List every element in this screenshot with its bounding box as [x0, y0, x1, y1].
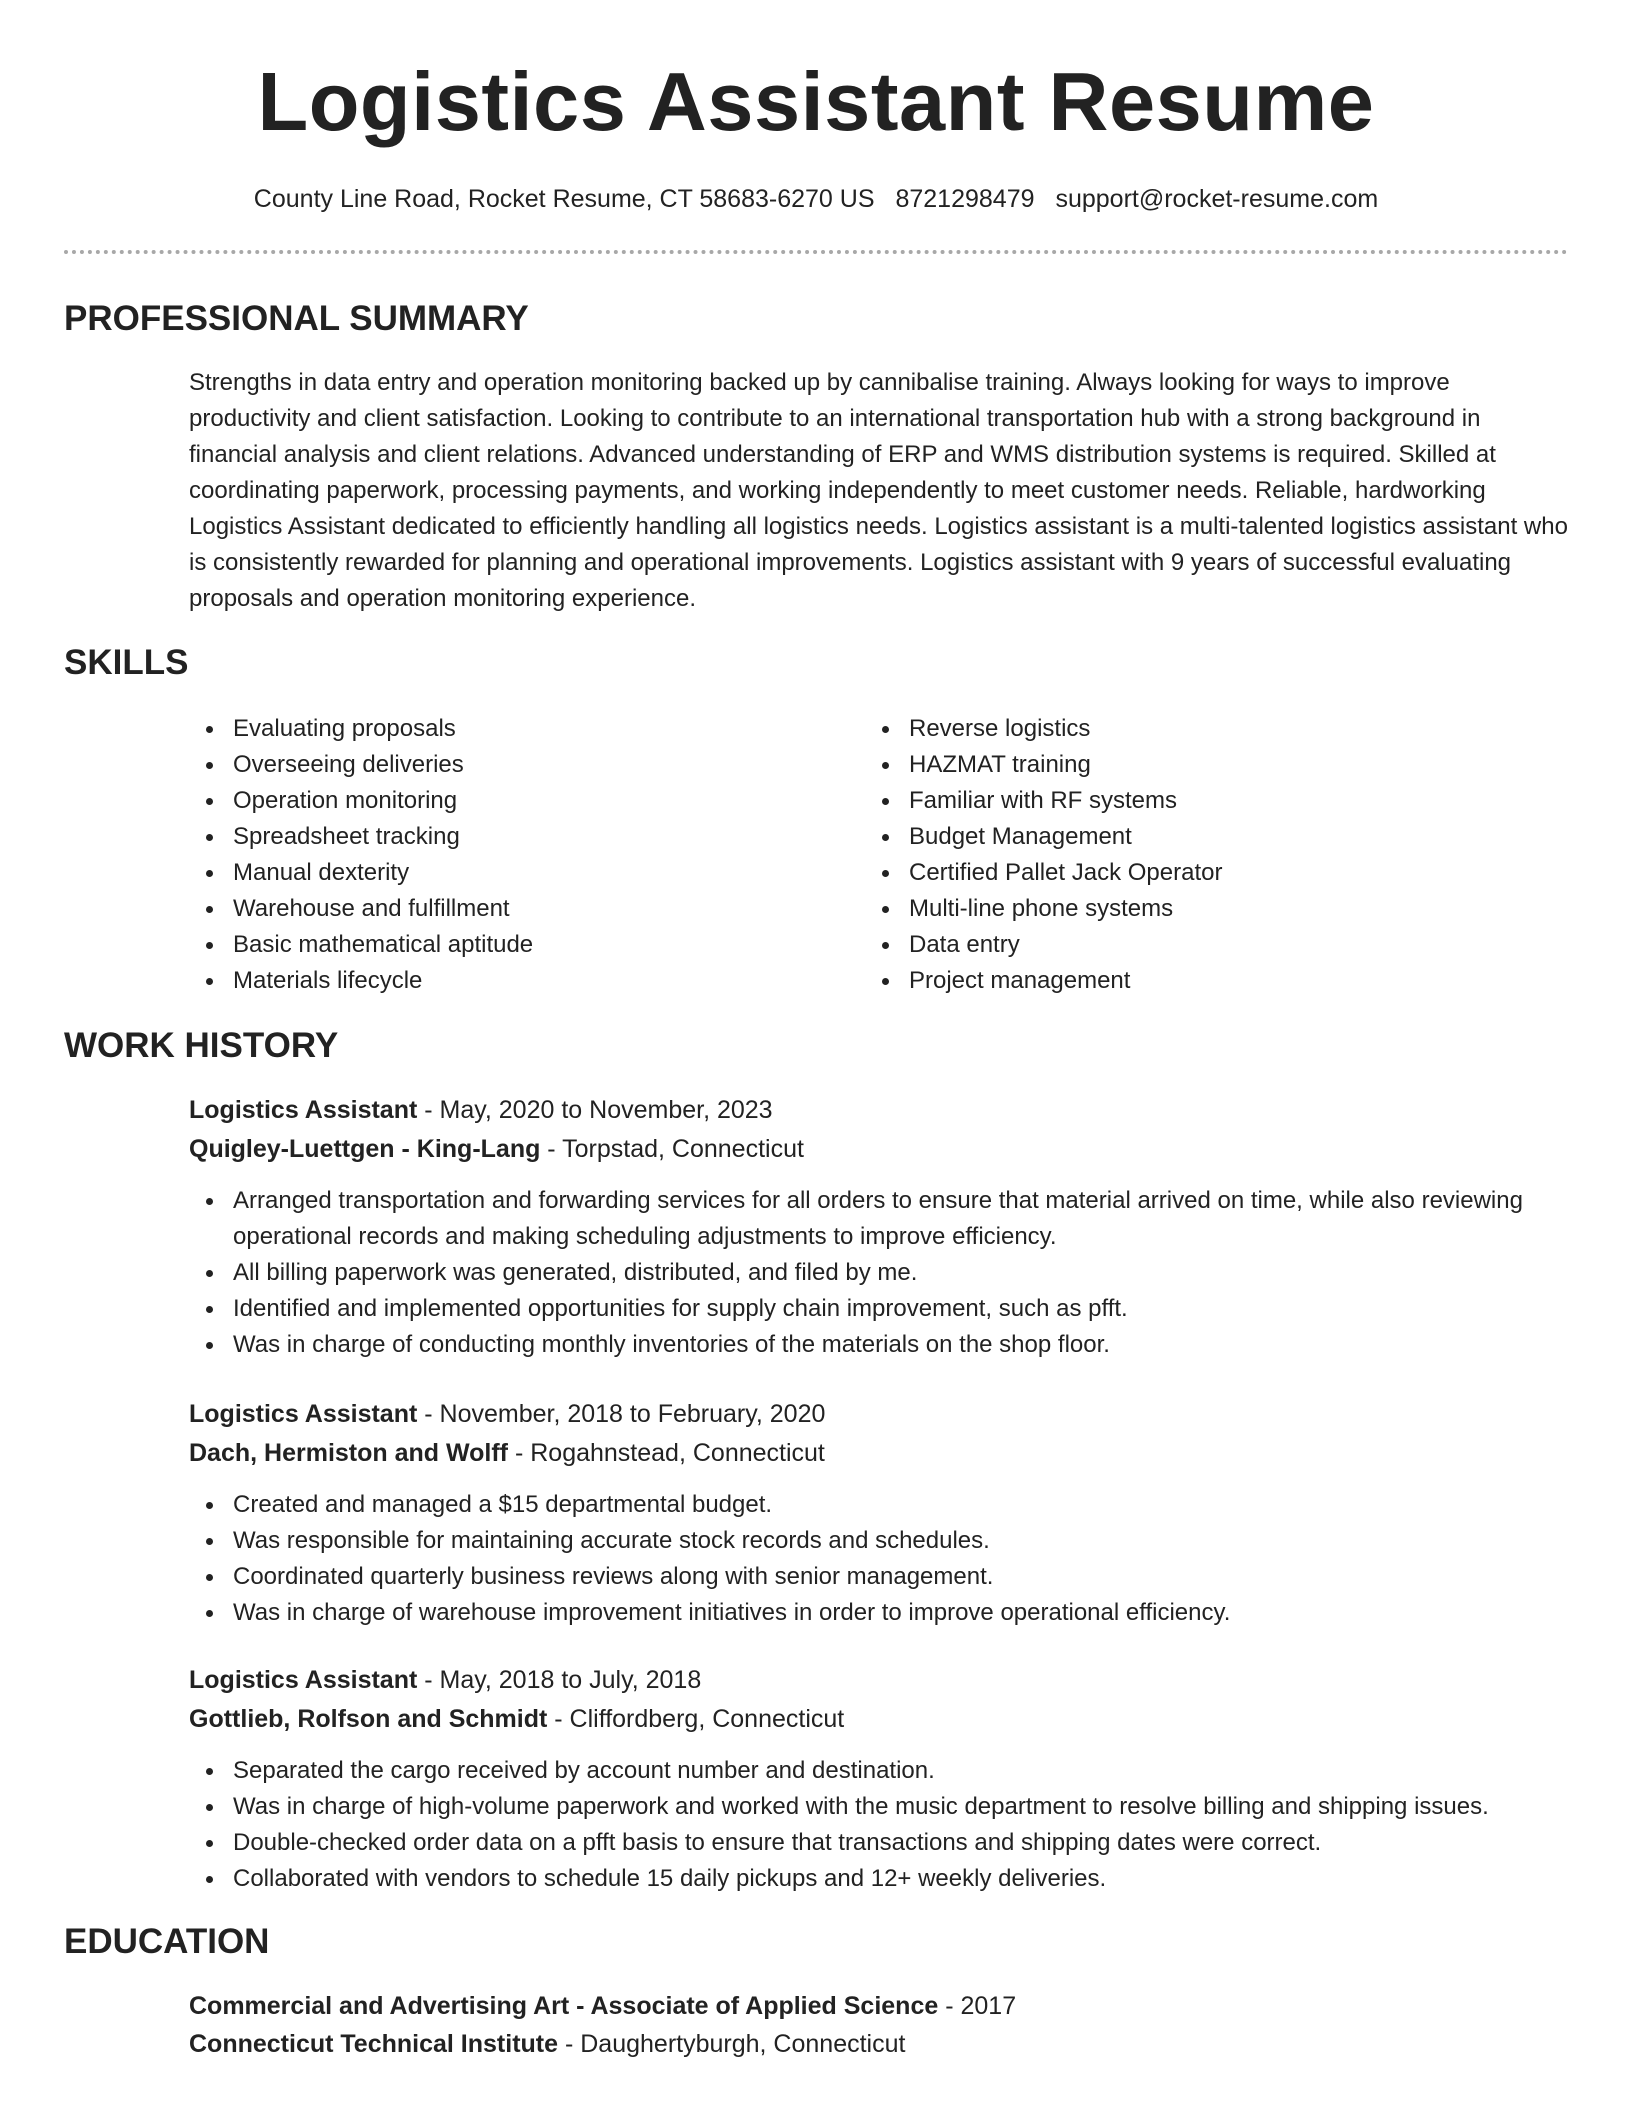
job-location: - Cliffordberg, Connecticut: [547, 1705, 845, 1733]
skill-item: Multi-line phone systems: [865, 891, 1545, 927]
job-location: - Torpstad, Connecticut: [540, 1135, 804, 1163]
job-bullet: All billing paperwork was generated, distributed, and filed by me.: [189, 1255, 1589, 1291]
skill-item: Budget Management: [865, 819, 1545, 855]
job-bullet: Was in charge of high-volume paperwork and worked with the music department to resolve billing and shipping issues.: [189, 1789, 1589, 1825]
skills-heading: SKILLS: [64, 643, 189, 682]
skill-item: Spreadsheet tracking: [189, 819, 829, 855]
skill-item: Operation monitoring: [189, 783, 829, 819]
skill-item: Evaluating proposals: [189, 711, 829, 747]
job-dates: - May, 2020 to November, 2023: [417, 1096, 773, 1124]
job-dates: - May, 2018 to July, 2018: [417, 1666, 702, 1694]
education-degree: Commercial and Advertising Art - Associate of Applied Science: [189, 1992, 939, 2020]
job-bullet: Collaborated with vendors to schedule 15 daily pickups and 12+ weekly deliveries.: [189, 1861, 1589, 1897]
education-heading: EDUCATION: [64, 1922, 270, 1961]
job-company: Dach, Hermiston and Wolff: [189, 1439, 509, 1467]
job-title-line: [189, 1091, 773, 1129]
job-bullet: Double-checked order data on a pfft basis to ensure that transactions and shipping dates were correct.: [189, 1825, 1589, 1861]
job-location: - Rogahnstead, Connecticut: [508, 1439, 825, 1467]
skill-item: HAZMAT training: [865, 747, 1545, 783]
skill-item: Reverse logistics: [865, 711, 1545, 747]
education-location: - Daughertyburgh, Connecticut: [558, 2030, 906, 2058]
skill-item: Basic mathematical aptitude: [189, 927, 829, 963]
job-title: Logistics Assistant: [189, 1096, 418, 1124]
job-bullet: Arranged transportation and forwarding services for all orders to ensure that material arrived on time, while also reviewing operational records and making scheduling adjustments to improve efficiency.: [189, 1183, 1589, 1255]
email-text: support@rocket-resume.com: [1055, 185, 1379, 213]
phone-text: 8721298479: [895, 185, 1035, 213]
skill-item: Materials lifecycle: [189, 963, 829, 999]
resume-title: Logistics Assistant Resume: [257, 55, 1375, 148]
skills-list-right: [865, 711, 1545, 999]
job-title: Logistics Assistant: [189, 1400, 418, 1428]
contact-line: [0, 182, 1632, 216]
job-dates: - November, 2018 to February, 2020: [417, 1400, 826, 1428]
skill-item: Overseeing deliveries: [189, 747, 829, 783]
education-degree-line: [189, 1987, 1016, 2025]
job-bullet: Was in charge of warehouse improvement initiatives in order to improve operational efficiency.: [189, 1595, 1589, 1631]
job-company: Quigley-Luettgen - King-Lang: [189, 1135, 541, 1163]
job-title-line: [189, 1395, 825, 1433]
job-bullet: Identified and implemented opportunities for supply chain improvement, such as pfft.: [189, 1291, 1589, 1327]
job-company: Gottlieb, Rolfson and Schmidt: [189, 1705, 548, 1733]
address-text: County Line Road, Rocket Resume, CT 58683-6270 US: [253, 185, 875, 213]
job-bullets: [189, 1183, 1589, 1363]
education-year: - 2017: [938, 1992, 1017, 2020]
skill-item: Data entry: [865, 927, 1545, 963]
summary-text: Strengths in data entry and operation monitoring backed up by cannibalise training. Always looking for ways to improve productivity and client satisfaction. Looking to contribute to an international transportation hub with a strong background in financial analysis and client relations. Advanced understanding of ERP and WMS distribution systems is required. Skilled at coordinating paperwork, processing payments, and working independently to meet customer needs. Reliable, hardworking Logistics Assistant dedicated to efficiently handling all logistics needs. Logistics assistant is a multi-talented logistics assistant who is consistently rewarded for planning and operational improvements. Logistics assistant with 9 years of successful evaluating proposals and operation monitoring experience.: [189, 369, 1568, 612]
skill-item: Warehouse and fulfillment: [189, 891, 829, 927]
header-divider: [64, 250, 1568, 254]
skill-item: Familiar with RF systems: [865, 783, 1545, 819]
job-bullet: Created and managed a $15 departmental budget.: [189, 1487, 1589, 1523]
job-bullet: Was in charge of conducting monthly inventories of the materials on the shop floor.: [189, 1327, 1589, 1363]
job-company-line: [189, 1130, 804, 1168]
skill-item: Project management: [865, 963, 1545, 999]
job-bullet: Separated the cargo received by account number and destination.: [189, 1753, 1589, 1789]
education-school: Connecticut Technical Institute: [189, 2030, 559, 2058]
skill-item: Manual dexterity: [189, 855, 829, 891]
job-title-line: [189, 1661, 701, 1699]
summary-heading: PROFESSIONAL SUMMARY: [64, 299, 529, 338]
job-bullets: [189, 1487, 1589, 1631]
work-heading: WORK HISTORY: [64, 1026, 339, 1065]
job-company-line: [189, 1700, 844, 1738]
job-bullet: Was responsible for maintaining accurate stock records and schedules.: [189, 1523, 1589, 1559]
skill-item: Certified Pallet Jack Operator: [865, 855, 1545, 891]
education-school-line: [189, 2025, 905, 2063]
job-title: Logistics Assistant: [189, 1666, 418, 1694]
job-company-line: [189, 1434, 825, 1472]
skills-list-left: [189, 711, 829, 999]
job-bullet: Coordinated quarterly business reviews along with senior management.: [189, 1559, 1589, 1595]
job-bullets: [189, 1753, 1589, 1897]
